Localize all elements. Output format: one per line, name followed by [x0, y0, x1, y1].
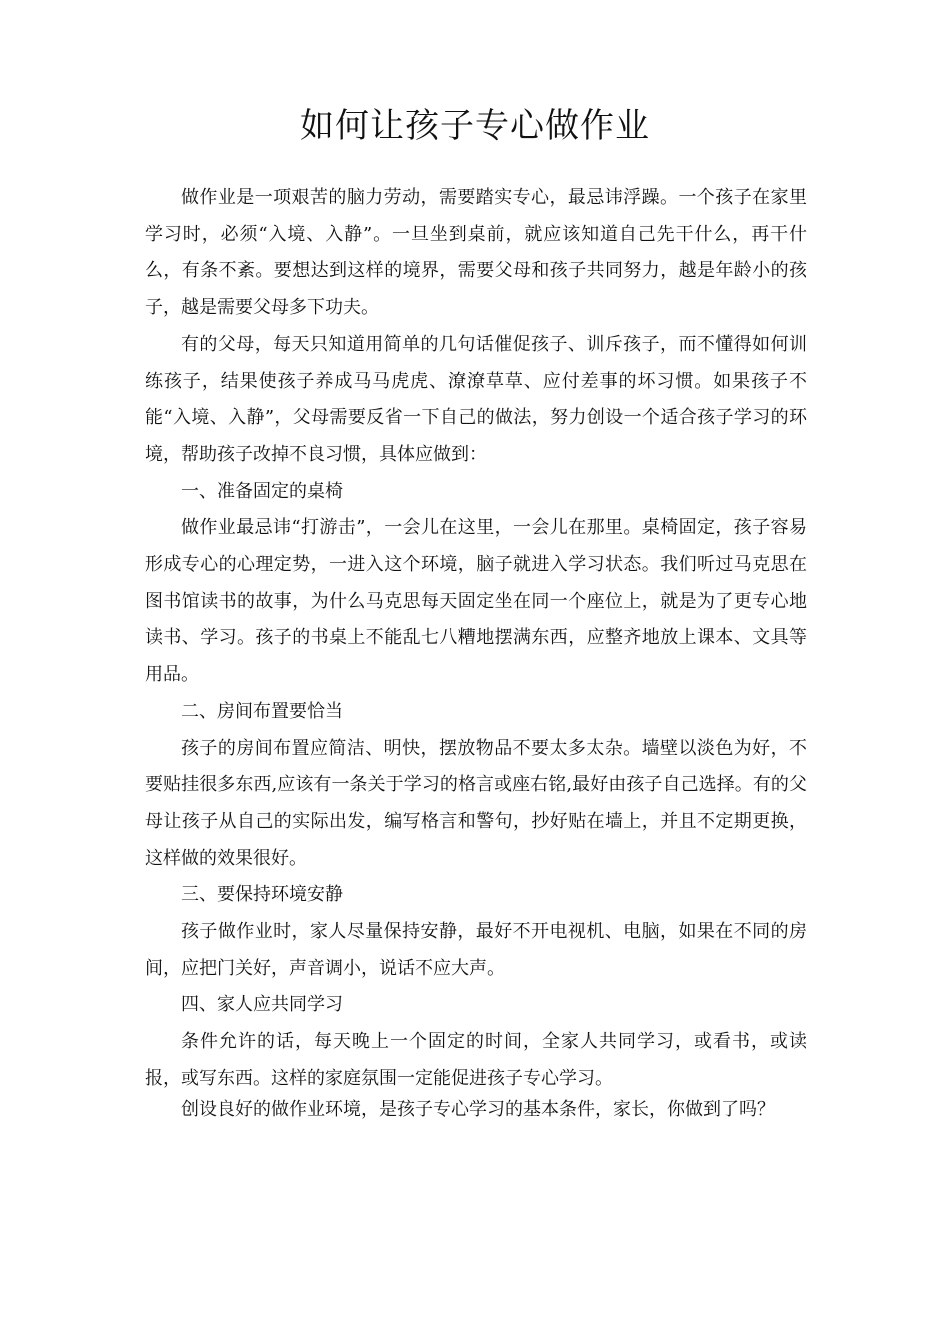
section-heading-fixed-desk: 一、准备固定的桌椅	[181, 480, 343, 502]
quiet-environment-paragraph: 孩子做作业时，家人尽量保持安静，最好不开电视机、电脑，如果在不同的房间，应把门关好，声音调小，说话不应大声。	[145, 921, 807, 979]
section-heading-quiet-environment: 三、要保持环境安静	[181, 884, 343, 906]
family-study-paragraph: 条件允许的话，每天晚上一个固定的时间，全家人共同学习，或看书，或读报，或写东西。这样的家庭氛围一定能促进孩子专心学习。	[145, 1031, 807, 1089]
section-heading-family-study: 四、家人应共同学习	[181, 994, 343, 1016]
parents-paragraph: 有的父母，每天只知道用简单的几句话催促孩子、训斥孩子，而不懂得如何训练孩子，结果使孩子养成马马虎虎、潦潦草草、应付差事的坏习惯。如果孩子不能“入境、入静”，父母需要反省一下自己的做法，努力创设一个适合孩子学习的环境，帮助孩子改掉不良习惯，具体应做到：	[145, 333, 807, 465]
conclusion-paragraph: 创设良好的做作业环境，是孩子专心学习的基本条件，家长，你做到了吗？	[181, 1098, 775, 1120]
document-body	[145, 180, 807, 1126]
section-heading-room-layout: 二、房间布置要恰当	[181, 700, 343, 722]
fixed-desk-paragraph: 做作业最忌讳“打游击”，一会儿在这里，一会儿在那里。桌椅固定，孩子容易形成专心的心理定势，一进入这个环境，脑子就进入学习状态。我们听过马克思在图书馆读书的故事，为什么马克思每天固定坐在同一个座位上，就是为了更专心地读书、学习。孩子的书桌上不能乱七八糟地摆满东西，应整齐地放上课本、文具等用品。	[145, 517, 807, 686]
room-layout-paragraph: 孩子的房间布置应简洁、明快，摆放物品不要太多太杂。墙壁以淡色为好，不要贴挂很多东西,应该有一条关于学习的格言或座右铭,最好由孩子自己选择。有的父母让孩子从自己的实际出发，编写格言和警句，抄好贴在墙上，并且不定期更换，这样做的效果很好。	[145, 737, 807, 869]
document-title: 如何让孩子专心做作业	[300, 106, 650, 146]
intro-paragraph: 做作业是一项艰苦的脑力劳动，需要踏实专心，最忌讳浮躁。一个孩子在家里学习时，必须“入境、入静”。一旦坐到桌前，就应该知道自己先干什么，再干什么，有条不紊。要想达到这样的境界，需要父母和孩子共同努力，越是年龄小的孩子，越是需要父母多下功夫。	[145, 187, 807, 319]
